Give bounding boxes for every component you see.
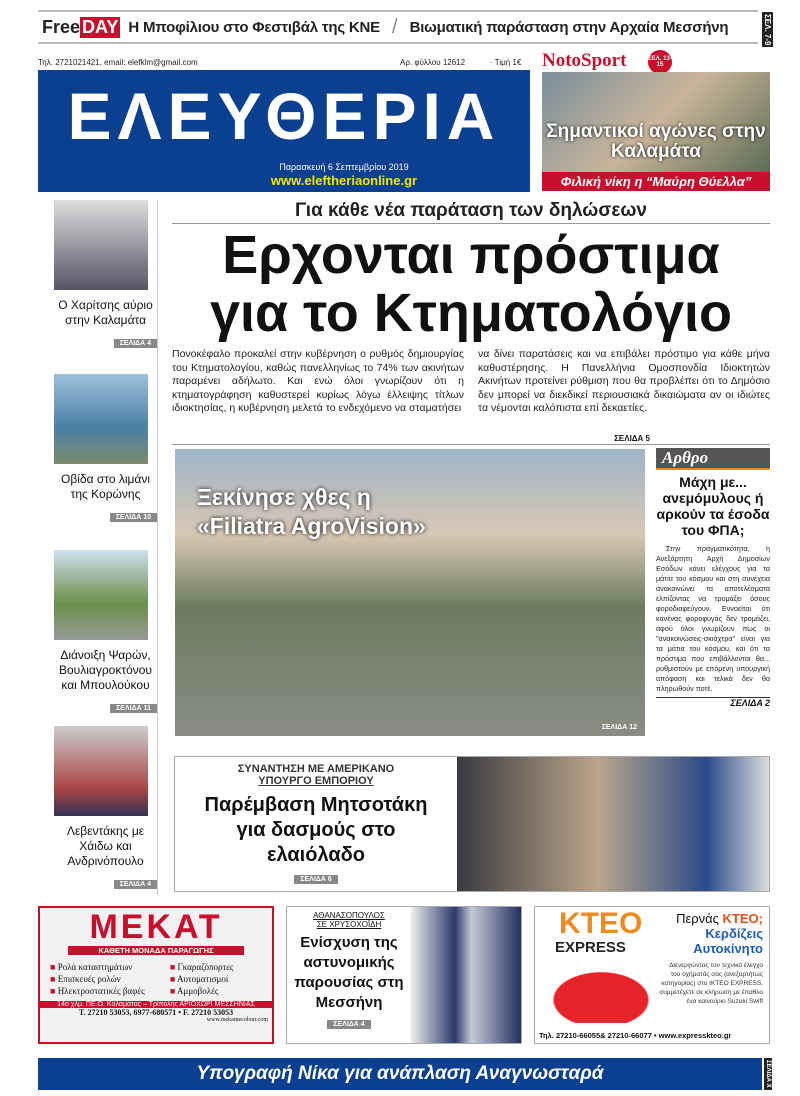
kteo-prize: Κερδίζεις Αυτοκίνητο — [693, 926, 763, 956]
sidebar-item[interactable] — [38, 726, 157, 896]
story-title: Παρέμβαση Μητσοτάκη για δασμούς στο ελαιόλαδο — [204, 794, 428, 866]
mekat-service: ■ Γκαραζόπορτες — [169, 962, 234, 972]
newspaper-logo: ΕΛΕΥΘΕΡΙΑ — [67, 79, 501, 153]
page-ref: ΣΕΛΙΔΑ 10 — [110, 513, 157, 522]
police-story[interactable] — [286, 906, 522, 1044]
mekat-service: ■ Αμμοβολές — [169, 986, 219, 996]
police-kicker-1: ΑΘΑΝΑΣΟΠΟΥΛΟΣ — [313, 911, 385, 920]
sidebar-item[interactable] — [38, 550, 157, 726]
article-title: Μάχη με... ανεμόμυλους ή αρκούν τα έσοδα του ΦΠΑ; — [656, 474, 770, 538]
sidebar-caption: Οβίδα στο λιμάνι της Κορώνης — [60, 472, 151, 501]
lead-body-col-1: Πονοκέφαλο προκαλεί στην κυβέρνηση ο ρυθμός δημιουργίας του Κτηματολογίου, καθώς πανελληνίως το 74% των ακινήτων παραμένει αδήλωτο. Και ενώ όλοι γνωρίζουν ότι η κτηματογράφηση καθυστερεί κυρίως λόγω έλλειψης τίτλων ιδιοκτησίας, η κυβέρνηση μελετά το ενδεχόμενο να σταματήσει — [172, 348, 464, 414]
mekat-service: ■ Ηλεκτροστατικές βαφές — [50, 986, 145, 996]
page-ref: ΣΕΛΙΔΑ 4 — [114, 339, 157, 348]
lead-title-2: για το Κτηματολόγιο — [209, 283, 733, 343]
teaser-bar — [38, 10, 758, 44]
kteo-question-brand: ΚΤΕΟ; — [722, 911, 763, 926]
article-body: Στην πραγματικότητα, η Ανεξάρτητη Αρχή Δημοσίων Εσόδων κάνει ελέγχους για τα μάτια του κόσμου και στη συνέχεια ανακοινώνει τα αποτελέσματα ελπίζοντας να τρομάξει όσους φοροδιαφεύγουν. Εννοείται ότι κανένας φοροφυγάς δεν τρομάζει, αφού όλοι γνωρίζουν πως οι "ανακοινώσεις-σκιάχτρα" είναι για τα μάτια του κόσμου, και ότι τα πρόστιμα που επιβάλλονται θα... ρυθμιστούν με επόμενη υπουργική απόφαση και τελικά δεν θα πληρωθούν ποτέ. — [656, 544, 770, 693]
opinion-article[interactable] — [656, 448, 770, 736]
sidebar-item[interactable] — [38, 374, 157, 550]
notosport-photo — [542, 72, 770, 172]
story-photo — [457, 757, 769, 891]
notosport-headline: Σημαντικοί αγώνες στην Καλαμάτα — [546, 121, 766, 162]
lead-body-col-2: να δίνει παρατάσεις και να επιβάλει πρόστιμο για κάθε μήνα καθυστέρησης. Η Πανελλήνια Ομοσπονδία Ιδιοκτητών Ακινήτων προτείνει ρύθμιση που θα προβλέπει ότι το Δημόσιο δεν μπορεί να διεκδικεί περιουσιακά δικαιώματα αν οι ιδιώτες τα νέμονται καλόπιστα επί δεκαετίες. — [478, 348, 770, 414]
freeday-day: DAY — [82, 16, 119, 37]
article-label: Αρθρο — [656, 448, 770, 470]
police-page-ref: ΣΕΛΙΔΑ 4 — [327, 1020, 370, 1029]
story-kicker-1: ΣΥΝΑΝΤΗΣΗ ΜΕ ΑΜΕΡΙΚΑΝΟ — [237, 763, 395, 775]
feature-headline-1: Ξεκίνησε χθες η — [197, 484, 371, 510]
mekat-address: 14ο χλμ. ΠΕ.Ο. Καλαμάτας – Τρίπολης ΑΡΙΟΧΩΡΙ ΜΕΣΣΗΝΙΑΣ — [40, 1001, 272, 1008]
teaser-headline-2[interactable]: Βιωματική παράσταση στην Αρχαία Μεσσήνη — [409, 18, 729, 36]
police-photo — [411, 907, 521, 1043]
notosport-subline: Φιλική νίκη η “Μαύρη Θύελλα” — [542, 172, 770, 191]
mekat-service: ■ Αυτοματισμοί — [169, 974, 229, 984]
story-kicker-2: ΥΠΟΥΡΓΟ ΕΜΠΟΡΙΟΥ — [258, 775, 374, 787]
sidebar-photo — [54, 200, 148, 290]
contact-info: Τηλ. 2721021421, email: elefklm@gmail.com — [38, 58, 198, 67]
feature-headline-2: «Filiatra AgroVision» — [197, 513, 426, 539]
issue-date: Παρασκευή 6 Σεπτεμβρίου 2019 — [279, 162, 409, 172]
sidebar-photo — [54, 726, 148, 816]
feature-photo[interactable] — [175, 449, 645, 736]
lead-page-ref: ΣΕΛΙΔΑ 5 — [172, 434, 770, 445]
kteo-ad[interactable] — [534, 906, 770, 1044]
mekat-url[interactable]: www.mekatnecolour.com — [206, 1017, 268, 1023]
bottom-headline[interactable]: Υπογραφή Νίκα για ανάπλαση Αναγνωσταρά — [38, 1058, 762, 1090]
notosport-logo: NotoSport — [542, 50, 627, 71]
police-kicker-2: ΣΕ ΧΡΥΣΟΧΟΪΔΗ — [316, 920, 382, 929]
lead-kicker: Για κάθε νέα παράταση των δηλώσεων — [295, 200, 647, 221]
article-page-ref: ΣΕΛΙΔΑ 2 — [656, 697, 770, 708]
mekat-service: ■ Επισκευές ρολών — [50, 974, 121, 984]
mekat-logo: ΜΕΚΑΤ — [89, 908, 223, 946]
bottom-page-tag: ΣΕΛΙΔΑ Χ — [764, 1058, 772, 1090]
lead-title-1: Ερχονται πρόστιμα — [222, 225, 720, 285]
car-image — [541, 965, 661, 1023]
sidebar-photo — [54, 550, 148, 640]
feature-page-ref: ΣΕΛΙΔΑ 12 — [596, 723, 643, 732]
notosport-box[interactable] — [542, 50, 770, 192]
mekat-service: ■ Ρολά καταστημάτων — [50, 962, 133, 972]
sidebar-caption: Διάνοιξη Ψαρών, Βουλιαγροκτόνου και Μπουλούκου — [59, 648, 152, 692]
sidebar-item[interactable] — [38, 200, 157, 374]
sidebar — [38, 200, 158, 895]
notosport-badge: ΣΕΛ. 13-15 — [648, 50, 672, 74]
kteo-logo-express: EXPRESS — [555, 939, 626, 956]
kteo-question: Περνάς — [676, 911, 723, 926]
trade-story[interactable] — [174, 756, 770, 892]
lead-story[interactable] — [172, 200, 770, 442]
mekat-phones: Τ. 27210 53053, 6977-680571 • F. 27210 53053 — [78, 1008, 234, 1017]
issue-number: Αρ. φύλλου 12612 — [400, 58, 466, 67]
website-link[interactable]: www.eleftheriaonline.gr — [270, 173, 418, 188]
divider: / — [392, 15, 398, 38]
teaser-headline-1[interactable]: Η Μποφίλιου στο Φεστιβάλ της ΚΝΕ — [128, 18, 380, 36]
kteo-logo: KTEO — [559, 907, 643, 940]
sidebar-photo — [54, 374, 148, 464]
price: · Τιμή 1€ — [490, 58, 522, 67]
page-ref: ΣΕΛΙΔΑ 11 — [110, 704, 157, 713]
sidebar-caption: Ο Χαρίτσης αύριο στην Καλαμάτα — [58, 298, 153, 327]
page-ref: ΣΕΛΙΔΑ 4 — [114, 880, 157, 889]
masthead — [38, 70, 530, 192]
story-page-ref: ΣΕΛΙΔΑ 6 — [294, 875, 337, 884]
freeday-logo — [42, 17, 120, 38]
kteo-contact: Τηλ. 27210-66055& 27210-66077 • www.expresskteo.gr — [539, 1031, 732, 1040]
police-title: Ενίσχυση της αστυνομικής παρουσίας στη Μεσσήνη — [294, 934, 404, 1011]
sidebar-caption: Λεβεντάκης με Χάιδω και Ανδρινόπουλο — [66, 824, 145, 868]
kteo-body: Διενεργώντας τον τεχνικό έλεγχο του οχήματός σας (ανεξαρτήτως κατηγορίας) στο ΙΚΤΕΟ EXPRESS, συμμετέχετε σε κλήρωση με έπαθλο ένα καινούριο Suzuki Swift — [659, 962, 763, 1005]
mekat-ad[interactable] — [38, 906, 274, 1044]
freeday-free: Free — [42, 16, 81, 37]
teaser-page-tag: ΣΕΛ. 7-9 — [763, 14, 772, 46]
mekat-tagline: ΚΑΘΕΤΗ ΜΟΝΑΔΑ ΠΑΡΑΓΩΓΗΣ — [68, 946, 244, 955]
